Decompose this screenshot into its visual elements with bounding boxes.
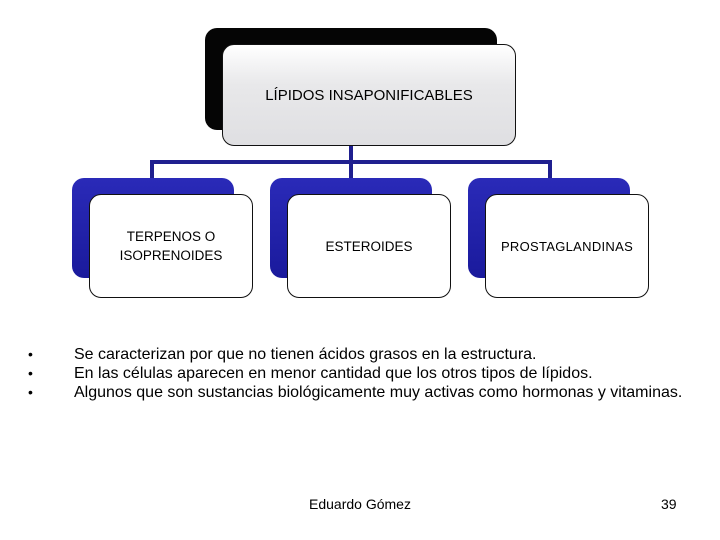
bullet-item bbox=[28, 364, 688, 383]
child-node-esteroides bbox=[287, 194, 451, 298]
bullet-list bbox=[28, 345, 688, 402]
child-node-terpenos bbox=[89, 194, 253, 298]
connector-child-3 bbox=[548, 160, 552, 180]
bullet-dot-icon: • bbox=[28, 384, 33, 400]
footer-page-number: 39 bbox=[661, 496, 677, 512]
root-node-label: LÍPIDOS INSAPONIFICABLES bbox=[265, 86, 473, 104]
bullet-text: Algunos que son sustancias biológicamente muy activas como hormonas y vitaminas. bbox=[74, 384, 683, 401]
root-node bbox=[222, 44, 516, 146]
bullet-dot-icon: • bbox=[28, 365, 33, 381]
child-node-label: TERPENOS O ISOPRENOIDES bbox=[119, 229, 223, 263]
bullet-item bbox=[28, 345, 688, 364]
bullet-text: En las células aparecen en menor cantidad que los otros tipos de lípidos. bbox=[74, 365, 593, 382]
bullet-text: Se caracterizan por que no tienen ácidos grasos en la estructura. bbox=[74, 346, 537, 363]
connector-child-1 bbox=[150, 160, 154, 180]
connector-child-2 bbox=[349, 160, 353, 180]
footer-author: Eduardo Gómez bbox=[309, 496, 411, 512]
child-node-prostaglandinas bbox=[485, 194, 649, 298]
child-node-label: ESTEROIDES bbox=[325, 238, 413, 254]
child-node-label: PROSTAGLANDINAS bbox=[500, 238, 634, 254]
bullet-dot-icon: • bbox=[28, 346, 33, 362]
bullet-item bbox=[28, 383, 688, 402]
